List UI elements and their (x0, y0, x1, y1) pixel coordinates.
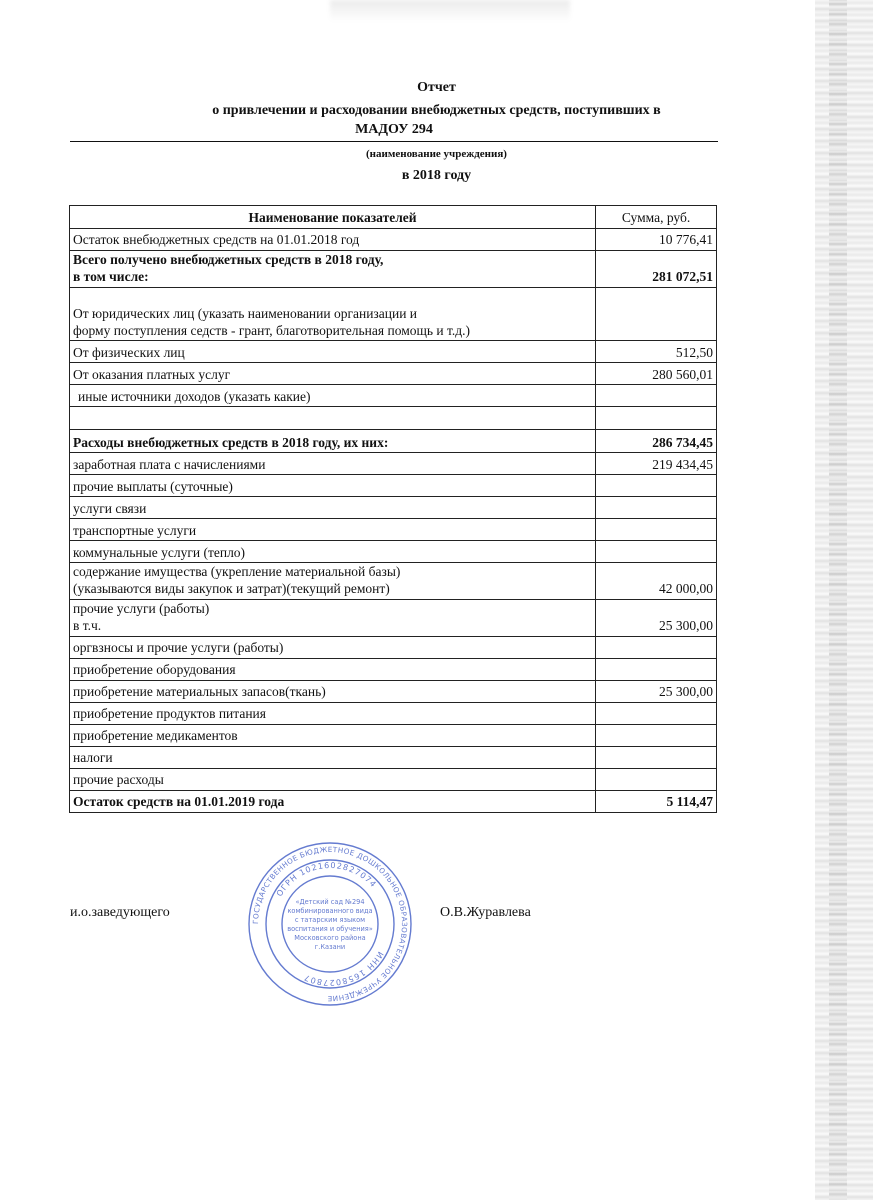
row-label: заработная плата с начислениями (70, 453, 596, 475)
row-label: прочие расходы (70, 768, 596, 790)
row-amount (596, 497, 717, 519)
row-amount: 280 560,01 (596, 363, 717, 385)
row-amount: 512,50 (596, 341, 717, 363)
official-seal (246, 840, 414, 1008)
row-amount: 25 300,00 (596, 680, 717, 702)
table-row (70, 658, 717, 680)
table-row-total (70, 790, 717, 812)
table-row (70, 453, 717, 475)
table-row (70, 519, 717, 541)
table-row (70, 475, 717, 497)
row-label: От оказания платных услуг (70, 363, 596, 385)
table-row (70, 363, 717, 385)
seal-ogrn-text: ОГРН 1021602827074 (274, 860, 379, 899)
row-amount: 281 072,51 (596, 251, 717, 288)
table-row (70, 702, 717, 724)
row-amount (596, 768, 717, 790)
row-label: приобретение медикаментов (70, 724, 596, 746)
row-label: иные источники доходов (указать какие) (70, 385, 596, 407)
table-row (70, 600, 717, 637)
row-label: услуги связи (70, 497, 596, 519)
table-row (70, 497, 717, 519)
svg-text:воспитания и обучения»: воспитания и обучения» (287, 925, 373, 933)
table-row (70, 768, 717, 790)
column-header-sum: Сумма, руб. (596, 206, 717, 229)
table-row (70, 229, 717, 251)
organization-note: (наименование учреждения) (366, 148, 507, 160)
signature-name: О.В.Журавлева (440, 905, 531, 920)
table-row (70, 724, 717, 746)
table-row (70, 636, 717, 658)
row-amount: 42 000,00 (596, 563, 717, 600)
row-amount: 10 776,41 (596, 229, 717, 251)
row-label: налоги (70, 746, 596, 768)
table-row-empty (70, 407, 717, 430)
row-amount (596, 746, 717, 768)
report-title: Отчет (417, 80, 456, 95)
table-row (70, 563, 717, 600)
row-amount (596, 287, 717, 341)
row-label: Всего получено внебюджетных средств в 2018 году, в том числе: (70, 251, 596, 288)
row-amount (596, 724, 717, 746)
row-amount: 219 434,45 (596, 453, 717, 475)
row-label: приобретение продуктов питания (70, 702, 596, 724)
row-label: приобретение оборудования (70, 658, 596, 680)
row-amount (596, 541, 717, 563)
table-row (70, 746, 717, 768)
report-period: в 2018 году (401, 168, 472, 183)
table-row (70, 287, 717, 341)
table-header-row (70, 206, 717, 229)
row-label: От юридических лиц (указать наименовании организации и форму поступления седств - грант, благотворительная помощь и т.д.) (70, 287, 596, 341)
row-label: прочие выплаты (суточные) (70, 475, 596, 497)
row-label: приобретение материальных запасов(ткань) (70, 680, 596, 702)
svg-text:«Детский сад №294: «Детский сад №294 (295, 898, 365, 906)
svg-text:г.Казани: г.Казани (314, 943, 346, 951)
seal-inn-text: ИНН 1658027807 (302, 949, 386, 988)
row-amount (596, 519, 717, 541)
signature-position: и.о.заведующего (70, 905, 170, 920)
row-label: Остаток средств на 01.01.2019 года (70, 790, 596, 812)
row-amount (596, 385, 717, 407)
row-amount: 286 734,45 (596, 430, 717, 453)
svg-text:с татарским языком: с татарским языком (294, 916, 366, 924)
seal-outer-text: ГОСУДАРСТВЕННОЕ БЮДЖЕТНОЕ ДОШКОЛЬНОЕ ОБРАЗОВАТЕЛЬНОЕ УЧРЕЖДЕНИЕ (250, 844, 410, 1004)
row-amount (596, 658, 717, 680)
row-label: оргвзносы и прочие услуги (работы) (70, 636, 596, 658)
table-row (70, 385, 717, 407)
svg-text:комбинированного вида: комбинированного вида (287, 907, 373, 915)
table-row (70, 251, 717, 288)
row-label: коммунальные услуги (тепло) (70, 541, 596, 563)
svg-text:Московского района: Московского района (294, 934, 366, 942)
row-amount: 25 300,00 (596, 600, 717, 637)
row-amount (596, 702, 717, 724)
row-amount: 5 114,47 (596, 790, 717, 812)
report-subtitle: о привлечении и расходовании внебюджетных средств, поступивших в (212, 103, 661, 118)
table-row (70, 430, 717, 453)
row-label: Расходы внебюджетных средств в 2018 году, их них: (70, 430, 596, 453)
row-label: прочие услуги (работы) в т.ч. (70, 600, 596, 637)
row-label: Остаток внебюджетных средств на 01.01.2018 год (70, 229, 596, 251)
row-label: От физических лиц (70, 341, 596, 363)
report-table (69, 205, 717, 813)
table-row (70, 341, 717, 363)
row-amount (596, 407, 717, 430)
table-row (70, 541, 717, 563)
row-amount (596, 636, 717, 658)
row-label (70, 407, 596, 430)
table-row (70, 680, 717, 702)
row-amount (596, 475, 717, 497)
row-label: содержание имущества (укрепление материальной базы) (указываются виды закупок и затрат)(текущий ремонт) (70, 563, 596, 600)
column-header-name: Наименование показателей (70, 206, 596, 229)
row-label: транспортные услуги (70, 519, 596, 541)
organization-name: МАДОУ 294 (355, 122, 433, 137)
organization-line (70, 121, 718, 142)
seal-center-text (287, 898, 373, 951)
scan-smudge (330, 0, 570, 22)
